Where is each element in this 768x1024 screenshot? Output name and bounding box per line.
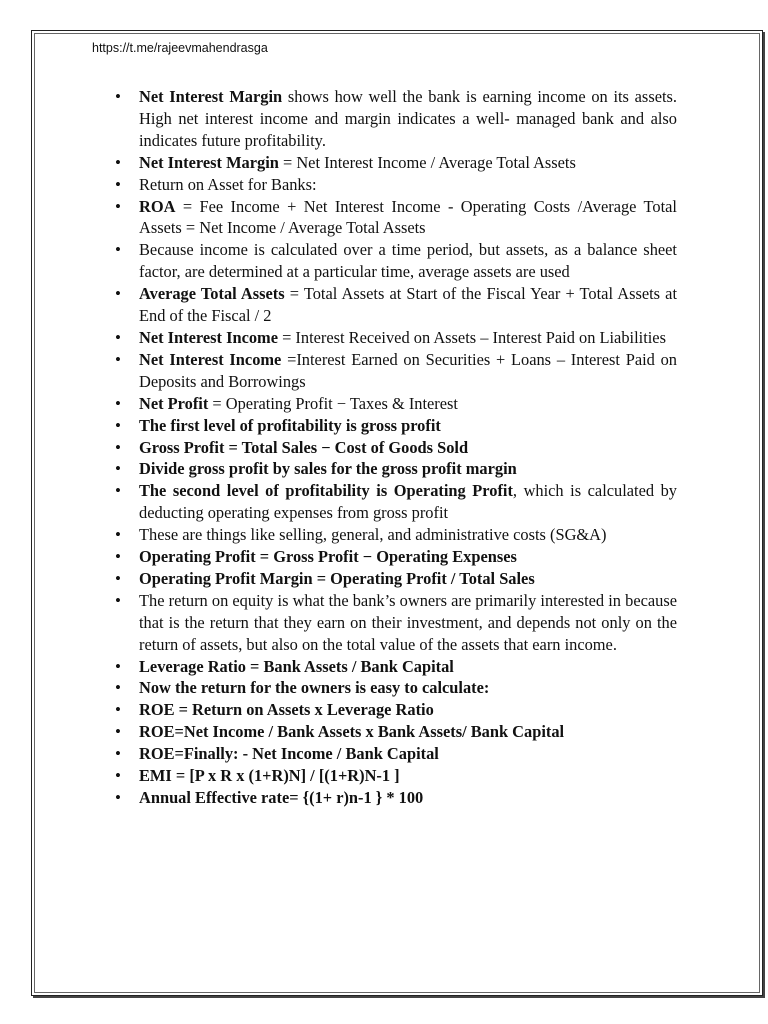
item-bold: ROE=Finally: - Net Income / Bank Capital [139, 744, 439, 764]
item-text: = Total Assets at Start of the Fiscal Year + Total Assets at End of the Fiscal / 2 [139, 284, 678, 326]
list-item [107, 437, 677, 459]
list-item [107, 480, 677, 524]
item-text: = Fee Income + Net Interest Income - Operating Costs /Average Total Assets = Net Income / Average Total Assets [139, 196, 677, 238]
item-text: = Operating Profit − Taxes & Interest [208, 393, 458, 413]
item-text: = Interest Received on Assets – Interest Paid on Liabilities [277, 327, 666, 347]
item-text: These are things like selling, general, and administrative costs (SG&A) [139, 525, 607, 545]
item-text: =Interest Earned on Securities + Loans – Interest Paid on Deposits and Borrowings [139, 349, 677, 391]
item-bold: Operating Profit Margin = Operating Profit / Total Sales [139, 568, 535, 588]
item-text: = Net Interest Income / Average Total Assets [278, 152, 576, 172]
list-item [107, 393, 677, 415]
item-bold: Gross Profit = Total Sales − Cost of Goods Sold [139, 437, 469, 457]
list-item [107, 699, 677, 721]
item-bold: EMI = [P x R x (1+R)N] / [(1+R)N-1 ] [139, 766, 400, 786]
item-bold: Operating Profit = Gross Profit − Operating Expenses [139, 547, 517, 567]
item-bold: Net Interest Margin [139, 152, 279, 172]
item-bold: Leverage Ratio = Bank Assets / Bank Capital [139, 656, 454, 676]
list-item [107, 86, 677, 152]
item-bold: ROA [139, 196, 176, 216]
list-item [107, 174, 677, 196]
list-item [107, 765, 677, 787]
item-bold: ROE = Return on Assets x Leverage Ratio [139, 700, 434, 720]
item-text: The return on equity is what the bank’s owners are primarily interested in because that is the return that they earn on their investment, and depends not only on the return of assets, but also on the total value of the assets that earn income. [139, 590, 677, 654]
list-item [107, 787, 677, 809]
item-text: shows how well the bank is earning income on its assets. High net interest income and margin indicates a well- managed bank and also indicates future profitability. [139, 87, 677, 150]
item-text: Because income is calculated over a time period, but assets, as a balance sheet factor, are determined at a particular time, average assets are used [139, 240, 677, 282]
list-item [107, 196, 677, 240]
item-bold: Net Interest Income [139, 349, 282, 369]
list-item [107, 327, 677, 349]
item-bold: Annual Effective rate= {(1+ r)n-1 } * 100 [139, 788, 424, 807]
list-item [107, 283, 677, 327]
item-bold: The second level of profitability is Operating Profit [139, 481, 513, 501]
list-item [107, 721, 677, 743]
list-item [107, 590, 677, 656]
list-item [107, 458, 677, 480]
header-url: https://t.me/rajeevmahendrasga [92, 41, 268, 55]
list-item [107, 415, 677, 437]
item-bold: Divide gross profit by sales for the gross profit margin [139, 459, 517, 479]
item-bold: The first level of profitability is gross profit [139, 415, 441, 435]
item-bold: Net Interest Margin [139, 87, 283, 106]
list-item [107, 524, 677, 546]
item-bold: Now the return for the owners is easy to calculate: [139, 678, 490, 698]
list-item [107, 546, 677, 568]
list-item [107, 568, 677, 590]
item-bold: Net Profit [139, 393, 209, 413]
list-item [107, 349, 677, 393]
list-item [107, 677, 677, 699]
item-bold: Net Interest Income [139, 327, 278, 347]
list-item [107, 239, 677, 283]
item-text: , which is calculated by deducting operating expenses from gross profit [139, 481, 678, 523]
list-item [107, 656, 677, 678]
item-bold: Average Total Assets [139, 284, 285, 304]
notes-list [107, 86, 677, 809]
item-text: Return on Asset for Banks: [139, 174, 317, 194]
list-item [107, 743, 677, 765]
item-bold: ROE=Net Income / Bank Assets x Bank Assets/ Bank Capital [139, 722, 565, 742]
list-item [107, 152, 677, 174]
